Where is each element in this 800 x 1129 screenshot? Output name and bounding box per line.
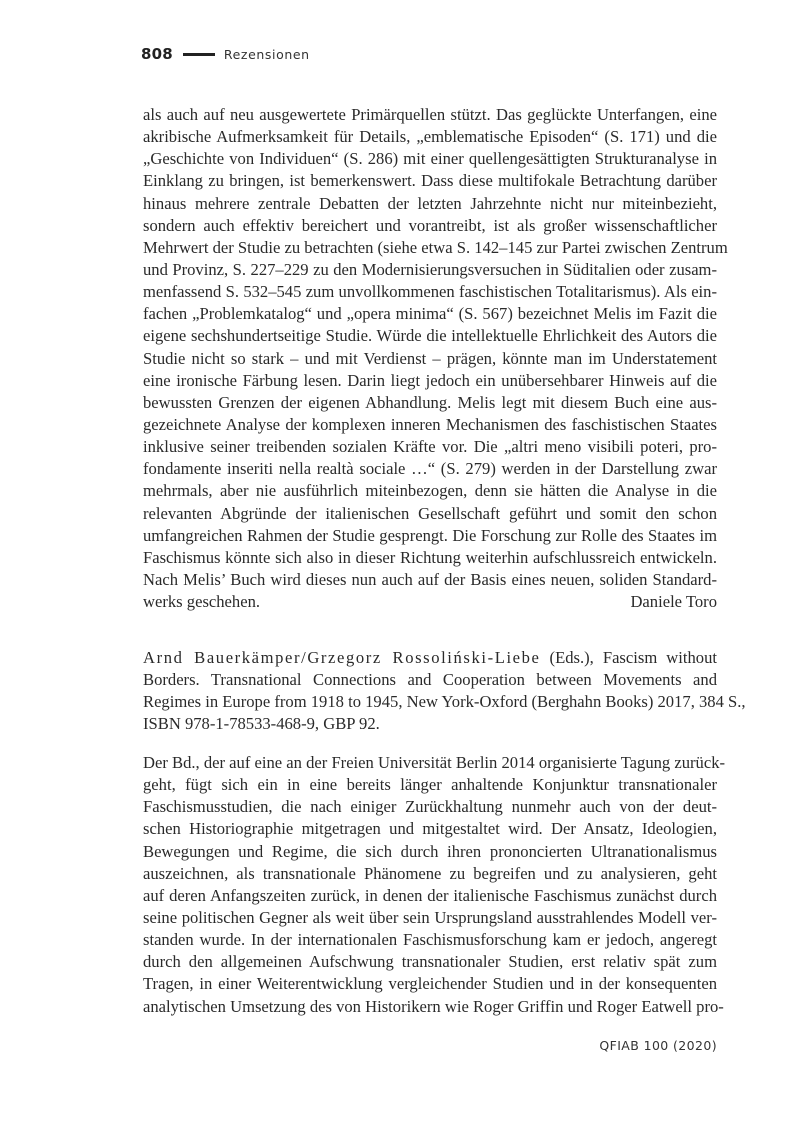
- header-rule: [183, 53, 215, 56]
- text-line: geht, fügt sich ein in eine bereits länger anhaltende Konjunktur transnationaler: [143, 775, 717, 795]
- text-line: auszeichnen, als transnationale Phänomene zu begreifen und zu analysieren, geht: [143, 863, 717, 883]
- text-line: akribische Aufmerksamkeit für Details, „emblematische Episoden“ (S. 171) und die: [143, 127, 717, 147]
- text-line: fondamente inseriti nella realtà sociale …“ (S. 279) werden in der Darstellung zwar: [143, 459, 717, 479]
- text-line: relevanten Abgründe der italienischen Gesellschaft geführt und somit den schon: [143, 503, 717, 523]
- text-line: als auch auf neu ausgewertete Primärquellen stützt. Das geglückte Unterfangen, eine: [143, 105, 717, 124]
- text-line: Mehrwert der Studie zu betrachten (siehe etwa S. 142–145 zur Partei zwischen Zentrum: [143, 237, 728, 257]
- text-line: „Geschichte von Individuen“ (S. 286) mit einer quellengesättigten Strukturanalyse in: [143, 149, 717, 169]
- page-number: 808: [141, 45, 173, 63]
- text-line: Faschismusstudien, die nach einiger Zurückhaltung nunmehr auch von der deut-: [143, 797, 717, 817]
- text-line: menfassend S. 532–545 zum unvollkommenen faschistischen Totalitarismus). Als ein-: [143, 282, 717, 302]
- citation-line: Regimes in Europe from 1918 to 1945, New York-Oxford (Berghahn Books) 2017, 384 S.,: [143, 692, 746, 712]
- reviewer-name: Daniele Toro: [630, 592, 717, 612]
- book-authors: Arnd Bauerkämper/Grzegorz Rossoliński-Liebe: [143, 648, 541, 667]
- text-line: Der Bd., der auf eine an der Freien Universität Berlin 2014 organisierte Tagung zurück-: [143, 753, 726, 772]
- text-line: hinaus mehrere zentrale Debatten der letzten Jahrzehnte nicht nur miteinbezieht,: [143, 193, 717, 213]
- text-line: Studie nicht so stark – und mit Verdienst – prägen, könnte man im Understatement: [143, 348, 717, 368]
- text-line: mehrmals, aber nie ausführlich miteinbezogen, denn sie hätten die Analyse in die: [143, 481, 717, 501]
- text-line: sondern auch effektiv bereichert und vorantreibt, ist als großer wissenschaftlicher: [143, 215, 717, 235]
- review-continuation: [143, 104, 728, 613]
- citation-line: Borders. Transnational Connections and Cooperation between Movements and: [143, 670, 717, 690]
- text-line: durch den allgemeinen Aufschwung transnationaler Studien, erst relativ spät zum: [143, 952, 717, 972]
- text-line: Tragen, in einer Weiterentwicklung vergleichender Studien und in der konsequenten: [143, 974, 717, 994]
- text-line: umfangreichen Rahmen der Studie gesprengt. Die Forschung zur Rolle des Staates im: [143, 525, 717, 545]
- text-line: seine politischen Gegner als weit über sein Ursprungsland ausstrahlendes Modell ver-: [143, 907, 717, 927]
- book-citation: [143, 647, 746, 736]
- citation-title-start: (Eds.), Fascism without: [549, 648, 717, 667]
- text-line: Faschismus könnte sich also in dieser Richtung weiterhin aufschlussreich entwickeln.: [143, 547, 717, 567]
- text-line: eine ironische Färbung lesen. Darin liegt jedoch ein unübersehbarer Hinweis auf die: [143, 370, 717, 390]
- text-line: eigene sechshundertseitige Studie. Würde die intellektuelle Ehrlichkeit des Autors die: [143, 326, 717, 346]
- closing-line: [143, 591, 717, 613]
- citation-line: [143, 647, 717, 669]
- journal-footer: QFIAB 100 (2020): [599, 1038, 717, 1053]
- text-line: und Provinz, S. 227–229 zu den Modernisierungsversuchen in Süditalien oder zusam-: [143, 259, 717, 279]
- text-line: Einklang zu bringen, ist bemerkenswert. Dass diese multifokale Betrachtung darüber: [143, 171, 717, 191]
- review-body: [143, 752, 726, 1018]
- text-line: Bewegungen und Regime, die sich durch ihren prononcierten Ultranationalismus: [143, 841, 717, 861]
- citation-isbn: ISBN 978-1-78533-468-9, GBP 92.: [143, 714, 380, 734]
- text-line: inklusive seiner treibenden sozialen Kräfte vor. Die „altri meno visibili poteri, pro-: [143, 437, 717, 457]
- text-line: gezeichnete Analyse der komplexen inneren Mechanismen des faschistischen Staates: [143, 414, 717, 434]
- running-header: [141, 42, 310, 66]
- text-line: analytischen Umsetzung des von Historikern wie Roger Griffin und Roger Eatwell pro-: [143, 996, 724, 1016]
- text-line: schen Historiographie mitgetragen und mitgestaltet wird. Der Ansatz, Ideologien,: [143, 819, 717, 839]
- text-line: bewussten Grenzen der eigenen Abhandlung. Melis legt mit diesem Buch eine aus-: [143, 392, 717, 412]
- text-line: auf deren Anfangszeiten zurück, in denen der italienische Faschismus zunächst durch: [143, 885, 717, 905]
- text-line: standen wurde. In der internationalen Faschismusforschung kam er jedoch, angeregt: [143, 930, 717, 950]
- text-line: werks geschehen.: [143, 592, 261, 612]
- text-line: Nach Melis’ Buch wird dieses nun auch auf der Basis eines neuen, soliden Standard-: [143, 569, 717, 589]
- section-title: Rezensionen: [223, 46, 310, 62]
- text-line: fachen „Problemkatalog“ und „opera minima“ (S. 567) bezeichnet Melis im Fazit die: [143, 304, 717, 324]
